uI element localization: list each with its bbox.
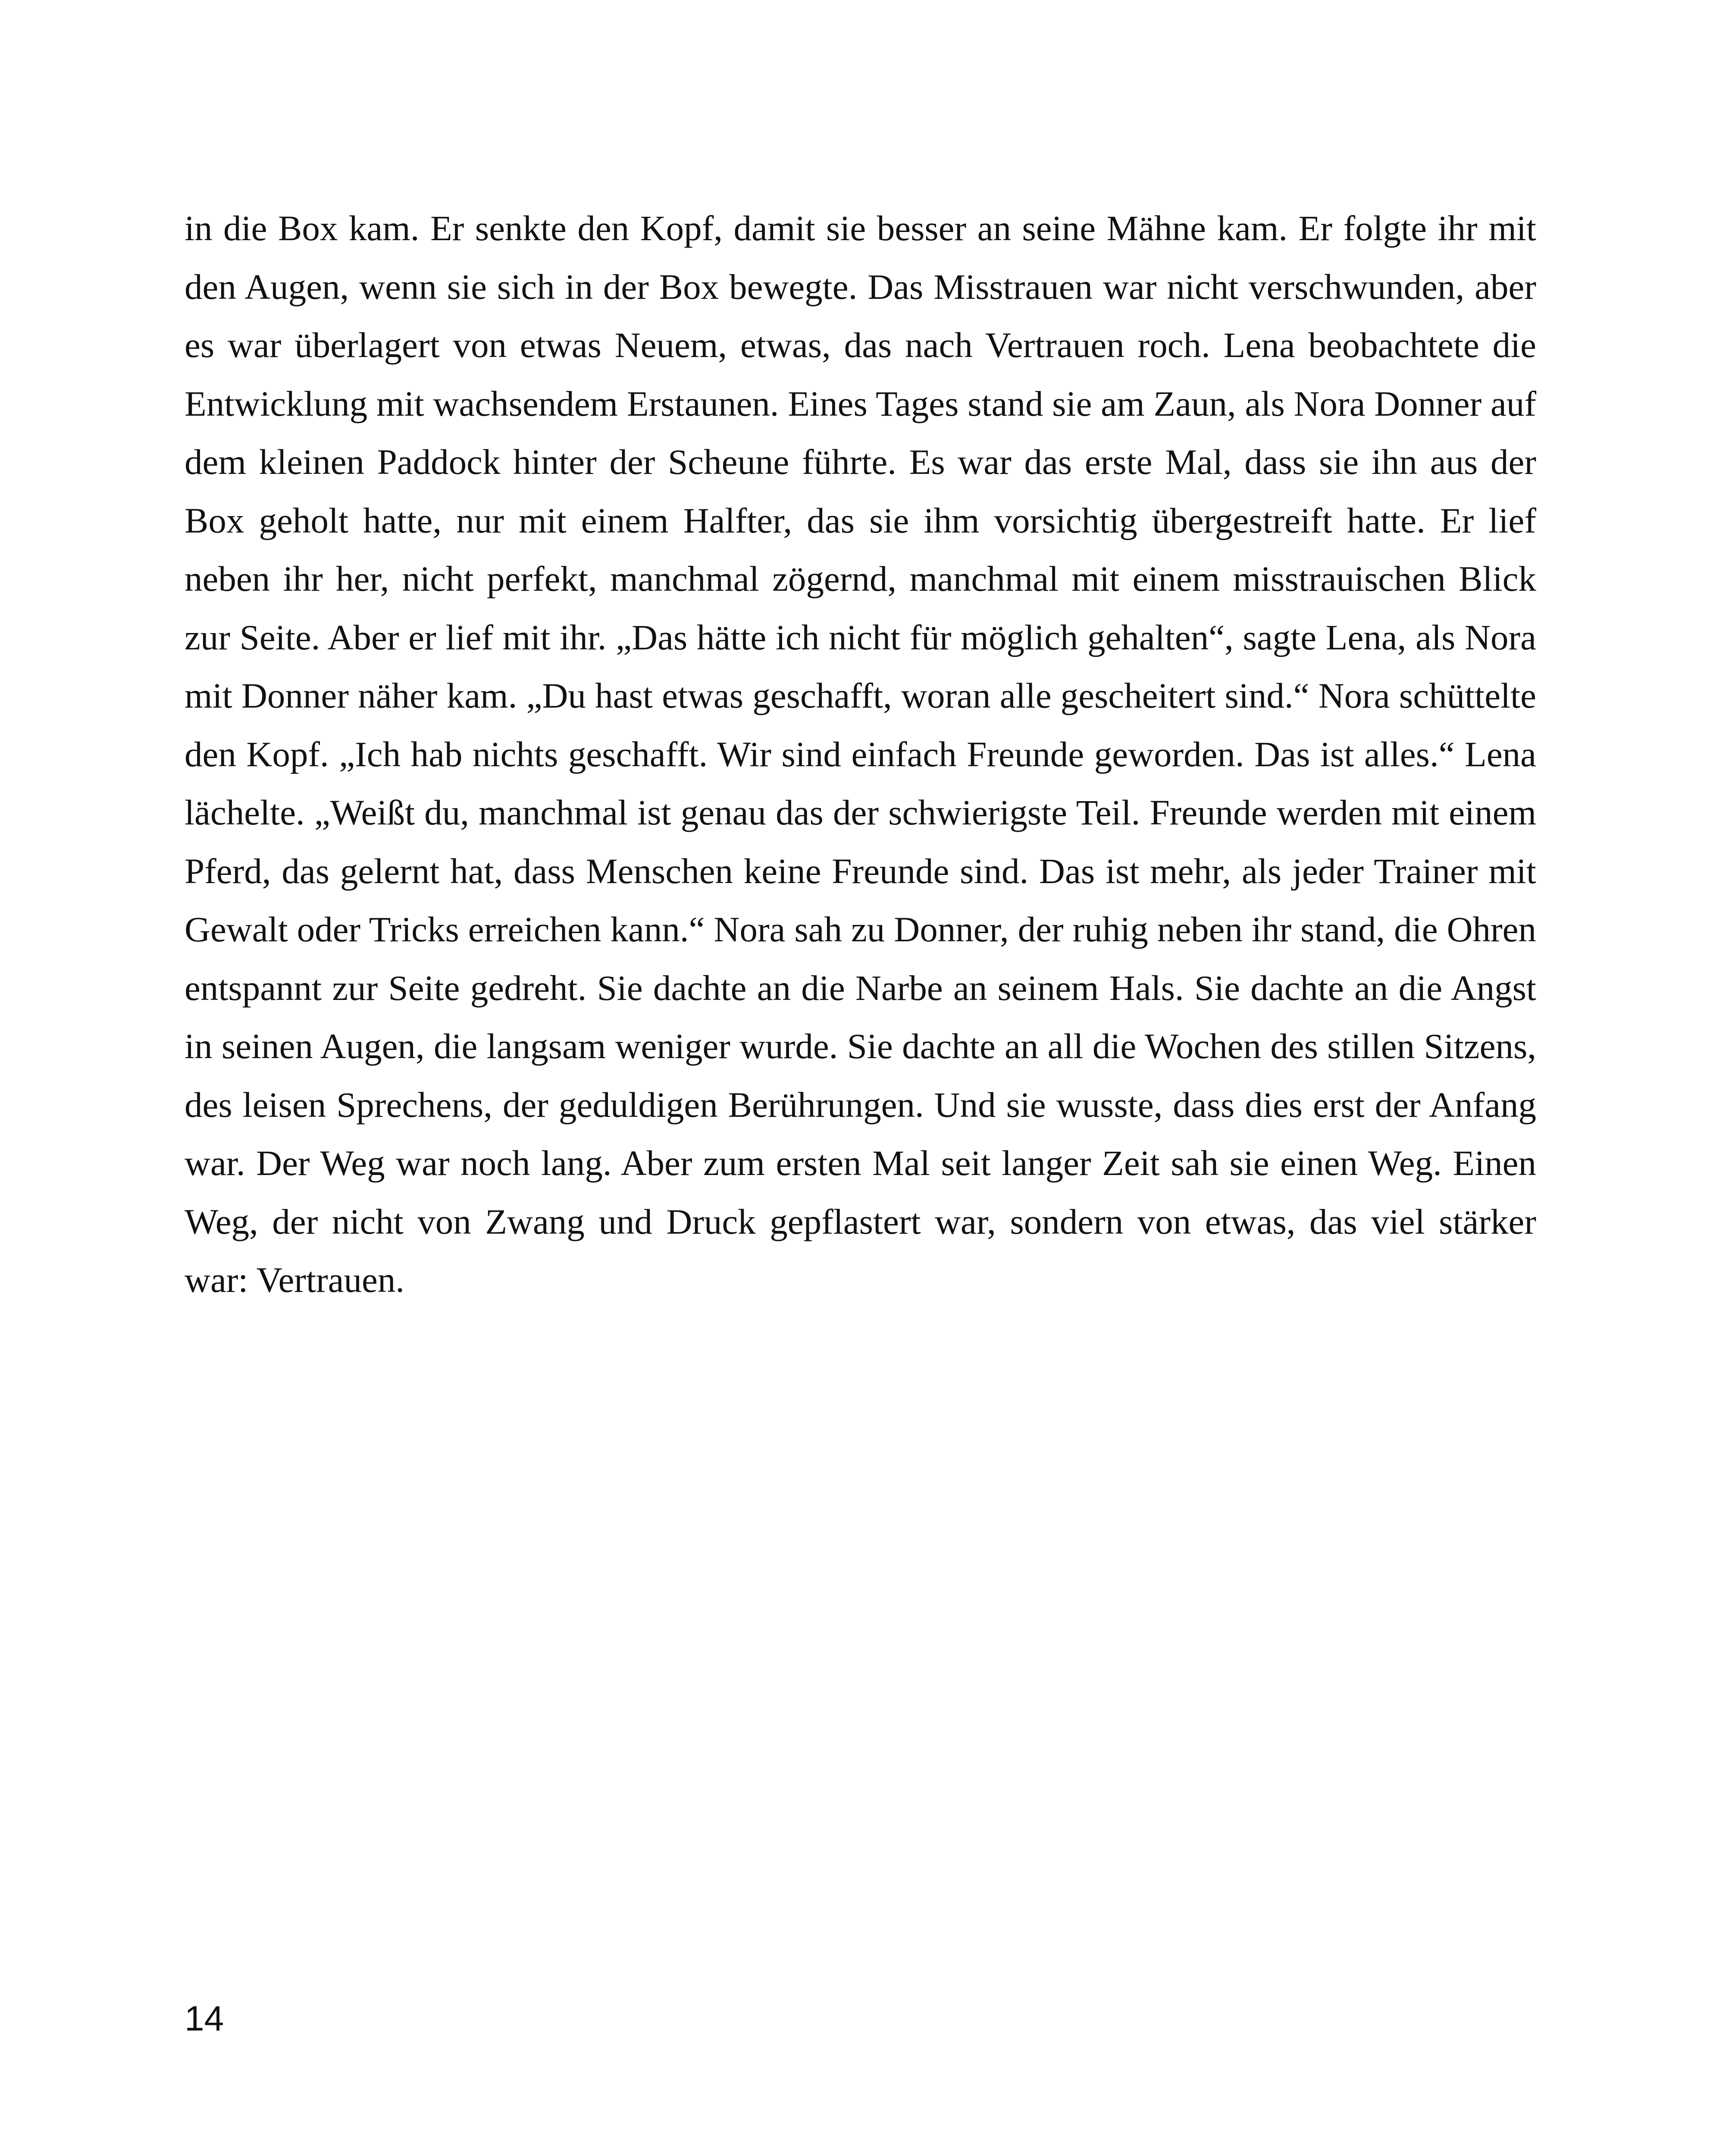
body-paragraph: in die Box kam. Er senkte den Kopf, damit sie besser an seine Mähne kam. Er folgte ihr mit den Augen, wenn sie sich in der Box bewegte. Das Misstrauen war nicht verschwunden, aber es war überlagert von etwas Neuem, etwas, das nach Vertrauen roch. Lena beobachtete die Entwicklung mit wachsendem Erstaunen. Eines Tages stand sie am Zaun, als Nora Donner auf dem kleinen Paddock hinter der Scheune führte. Es war das erste Mal, dass sie ihn aus der Box geholt hatte, nur mit einem Halfter, das sie ihm vorsichtig übergestreift hatte. Er lief neben ihr her, nicht perfekt, manchmal zögernd, manchmal mit einem misstrauischen Blick zur Seite. Aber er lief mit ihr. „Das hätte ich nicht für möglich gehalten“, sagte Lena, als Nora mit Donner näher kam. „Du hast etwas geschafft, woran alle gescheitert sind.“ Nora schüttelte den Kopf. „Ich hab nichts geschafft. Wir sind einfach Freunde geworden. Das ist alles.“ Lena lächelte. „Weißt du, manchmal ist genau das der schwierigste Teil. Freunde werden mit einem Pferd, das gelernt hat, dass Menschen keine Freunde sind. Das ist mehr, als jeder Trainer mit Gewalt oder Tricks erreichen kann.“ Nora sah zu Donner, der ruhig neben ihr stand, die Ohren entspannt zur Seite gedreht. Sie dachte an die Narbe an seinem Hals. Sie dachte an die Angst in seinen Augen, die langsam weniger wurde. Sie dachte an all die Wochen des stillen Sitzens, des leisen Sprechens, der geduldigen Berührungen. Und sie wusste, dass dies erst der Anfang war. Der Weg war noch lang. Aber zum ersten Mal seit langer Zeit sah sie einen Weg. Einen Weg, der nicht von Zwang und Druck gepflastert war, sondern von etwas, das viel stärker war: Vertrauen. — [185, 208, 1536, 1300]
page-number: 14 — [185, 1999, 224, 2038]
